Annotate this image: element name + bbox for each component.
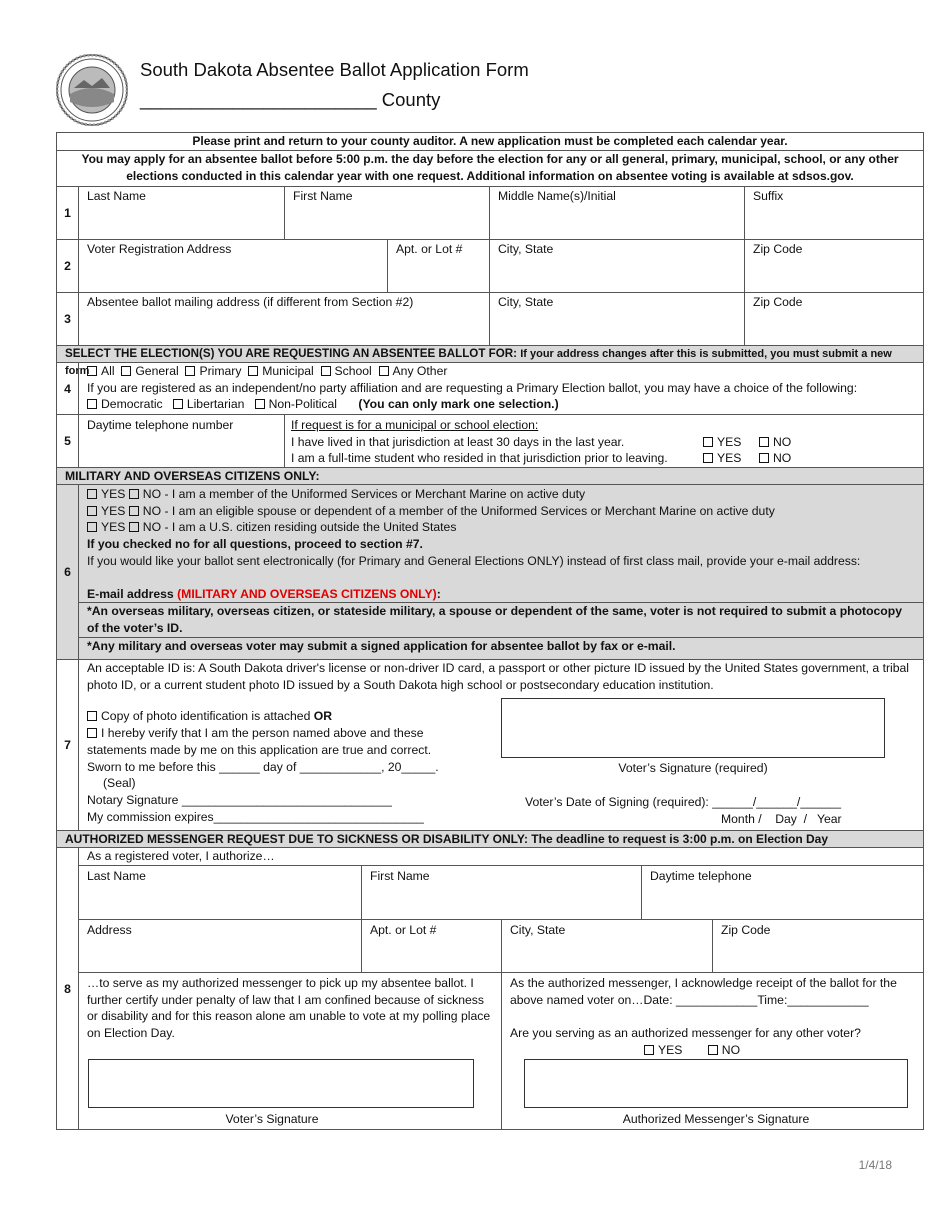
date-parts-label: Month / Day / Year — [721, 812, 842, 826]
checkbox-icon — [708, 1045, 718, 1055]
checkbox-icon — [87, 399, 97, 409]
student-question: I am a full-time student who resided in that jurisdiction prior to leaving. YES NO — [291, 451, 792, 466]
voter-signature-label: Voter’s Signature (required) — [618, 761, 768, 775]
messenger-header: AUTHORIZED MESSENGER REQUEST DUE TO SICKNESS OR DISABILITY ONLY: The deadline to request is 3:00 p.m. on Election Day — [57, 830, 923, 847]
proceed-note: If you checked no for all questions, proceed to section #7. — [87, 537, 423, 552]
option-primary[interactable]: Primary — [185, 364, 241, 378]
other-voter-yes[interactable]: YES — [644, 1043, 682, 1057]
copy-attached-option[interactable]: Copy of photo identification is attached OR — [87, 708, 915, 725]
select-header-main: SELECT THE ELECTION(S) YOU ARE REQUESTING AN ABSENTEE BALLOT FOR: — [65, 347, 517, 360]
checkbox-icon[interactable] — [87, 506, 97, 516]
checkbox-icon — [759, 437, 769, 447]
commission-line[interactable]: My commission expires_______________________________ — [87, 809, 424, 824]
military-q3: YES NO - I am a U.S. citizen residing outside the United States — [87, 519, 915, 536]
section-1 — [57, 186, 923, 239]
messenger-city-field[interactable]: City, State — [502, 920, 713, 972]
apt-field[interactable] — [388, 240, 490, 292]
messenger-signature-label: Authorized Messenger’s Signature — [622, 1112, 810, 1126]
checkbox-icon — [379, 366, 389, 376]
section-number: 2 — [57, 240, 79, 292]
messenger-zip-field[interactable]: Zip Code — [721, 923, 771, 937]
mailing-address-field[interactable] — [79, 293, 490, 345]
section-number: 3 — [57, 293, 79, 345]
intro-line3: elections conducted in this calendar year with one request. Additional information on absentee voting is available at sdsos.gov. — [126, 169, 854, 183]
intro-line1: Please print and return to your county auditor. A new application must be completed each calendar year. — [192, 134, 788, 148]
last-name-label: Last Name — [87, 189, 146, 203]
section-8 — [57, 847, 923, 1129]
messenger-signature-box[interactable] — [524, 1059, 908, 1108]
acceptable-id-text: An acceptable ID is: A South Dakota driver's license or non-driver ID card, a passport or other picture ID issued by the United States government, a tribal photo ID, or a current student photo ID issued by a South Dakota high school or postsecondary education institution. — [87, 661, 910, 692]
city-state-label: City, State — [498, 242, 554, 256]
student-no[interactable]: NO — [759, 450, 791, 467]
other-voter-no[interactable]: NO — [708, 1043, 740, 1057]
option-municipal[interactable]: Municipal — [248, 364, 313, 378]
messenger-address-field[interactable]: Address — [79, 920, 362, 972]
messenger-last-name-field[interactable]: Last Name — [79, 866, 362, 919]
section-4 — [57, 362, 923, 414]
revision-date: 1/4/18 — [858, 1158, 892, 1172]
mailing-zip-field[interactable] — [745, 293, 923, 345]
other-voter-options — [510, 1042, 915, 1059]
intro-row — [57, 133, 923, 150]
verify-option[interactable]: I hereby verify that I am the person named above and these — [87, 725, 915, 742]
mailing-city-label: City, State — [498, 295, 554, 309]
checkbox-icon — [173, 399, 183, 409]
application-form — [56, 132, 924, 1130]
mailing-city-field[interactable] — [490, 293, 745, 345]
zip-label: Zip Code — [753, 242, 803, 256]
intro-row-2 — [57, 150, 923, 186]
middle-name-field[interactable] — [490, 187, 745, 239]
residence-question: I have lived in that jurisdiction at least 30 days in the last year. YES NO — [291, 434, 792, 449]
checkbox-icon — [87, 728, 97, 738]
checkbox-icon[interactable] — [87, 489, 97, 499]
notary-signature-line[interactable]: Notary Signature _______________________________ — [87, 792, 392, 807]
option-general[interactable]: General — [121, 364, 178, 378]
section-7 — [57, 659, 923, 830]
email-note: (MILITARY AND OVERSEAS CITIZENS ONLY) — [177, 586, 437, 601]
checkbox-icon[interactable] — [129, 522, 139, 532]
option-school[interactable]: School — [321, 364, 372, 378]
middle-name-label: Middle Name(s)/Initial — [498, 189, 616, 203]
party-options — [87, 396, 915, 413]
mailing-zip-label: Zip Code — [753, 295, 803, 309]
intro-line2: You may apply for an absentee ballot before 5:00 p.m. the day before the election for any or all general, primary, municipal, school, or any other — [81, 152, 899, 166]
county-line: _______________________ County — [140, 89, 441, 110]
checkbox-icon — [759, 453, 769, 463]
seal-label: (Seal) — [103, 776, 136, 791]
checkbox-icon[interactable] — [87, 522, 97, 532]
option-any-other[interactable]: Any Other — [379, 364, 448, 378]
email-field[interactable]: E-mail address (MILITARY AND OVERSEAS CITIZENS ONLY): — [87, 586, 441, 601]
option-democratic[interactable]: Democratic — [87, 397, 163, 411]
checkbox-icon — [121, 366, 131, 376]
state-seal-logo — [56, 54, 128, 126]
independent-text: If you are registered as an independent/no party affiliation and are requesting a Primary Election ballot, you may have a choice of the following: — [87, 380, 858, 395]
id-exemption-note: *An overseas military, overseas citizen, or stateside military, a spouse or dependent of the same, voter is not required to submit a photocopy of the voter’s ID. — [79, 602, 923, 636]
suffix-field[interactable] — [745, 187, 923, 239]
voter-signature-box[interactable] — [88, 1059, 474, 1108]
residence-yes[interactable]: YES — [703, 434, 741, 451]
one-selection-note: (You can only mark one selection.) — [358, 397, 559, 412]
checkbox-icon[interactable] — [129, 489, 139, 499]
messenger-apt-field[interactable]: Apt. or Lot # — [362, 920, 502, 972]
voter-signature-box[interactable] — [501, 698, 885, 758]
select-header-note: If your address changes after this is submitted, you must submit a new form — [65, 348, 892, 377]
messenger-phone-field[interactable]: Daytime telephone — [650, 869, 752, 883]
military-q1: YES NO - I am a member of the Uniformed Services or Merchant Marine on active duty — [87, 486, 915, 503]
daytime-phone-label: Daytime telephone number — [87, 418, 234, 432]
student-yes[interactable]: YES — [703, 450, 741, 467]
section-number: 6 — [57, 485, 79, 659]
checkbox-icon — [87, 366, 97, 376]
section-number: 8 — [57, 848, 79, 1129]
election-options — [87, 363, 915, 380]
checkbox-icon — [248, 366, 258, 376]
suffix-label: Suffix — [753, 189, 784, 203]
section-5 — [57, 414, 923, 467]
messenger-first-name-field[interactable]: First Name — [362, 866, 642, 919]
authorize-text: As a registered voter, I authorize… — [87, 849, 275, 863]
fax-note: *Any military and overseas voter may submit a signed application for absentee ballot by fax or e-mail. — [79, 637, 923, 655]
section-3 — [57, 292, 923, 345]
checkbox-icon — [185, 366, 195, 376]
option-non-political[interactable]: Non-Political — [255, 397, 337, 411]
section-2 — [57, 239, 923, 292]
checkbox-icon — [321, 366, 331, 376]
email-label: E-mail address — [87, 586, 174, 601]
section-number: 1 — [57, 187, 79, 239]
option-libertarian[interactable]: Libertarian — [173, 397, 245, 411]
section-number: 5 — [57, 415, 79, 467]
last-name-field[interactable] — [79, 187, 285, 239]
serve-text: …to serve as my authorized messenger to pick up my absentee ballot. I further certify under penalty of law that I am confined because of sickness or disability and for this reason alone am unable to vote at my polling place on Election Day. — [87, 976, 491, 1041]
checkbox-icon — [87, 711, 97, 721]
registration-address-field[interactable] — [79, 240, 388, 292]
acknowledge-text: As the authorized messenger, I acknowledge receipt of the ballot for the above named voter on…Date: ____________Time:____________ — [510, 976, 897, 1007]
sworn-line: Sworn to me before this ______ day of ____________, 20_____. — [87, 759, 439, 774]
option-all[interactable]: All — [87, 364, 115, 378]
verify-line2: statements made by me on this application are true and correct. — [87, 742, 432, 757]
mailing-address-label: Absentee ballot mailing address (if different from Section #2) — [87, 295, 414, 309]
checkbox-icon — [255, 399, 265, 409]
city-state-field[interactable] — [490, 240, 745, 292]
voter-signature-label: Voter’s Signature — [225, 1112, 319, 1126]
signing-date-field[interactable]: Voter’s Date of Signing (required): ______/______/______ — [525, 795, 841, 809]
first-name-field[interactable] — [285, 187, 490, 239]
electronic-note: If you would like your ballot sent electronically (for Primary and General Elections ONLY) instead of first class mail, provide your e-mail address: — [87, 553, 861, 568]
checkbox-icon — [644, 1045, 654, 1055]
zip-field[interactable] — [745, 240, 923, 292]
municipal-heading: If request is for a municipal or school election: — [291, 418, 539, 432]
apt-label: Apt. or Lot # — [396, 242, 463, 256]
section-number: 7 — [57, 660, 79, 830]
form-title: South Dakota Absentee Ballot Application Form — [140, 59, 529, 80]
section-6 — [57, 484, 923, 659]
military-q2: YES NO - I am an eligible spouse or dependent of a member of the Uniformed Services or Merchant Marine on active duty — [87, 503, 915, 520]
section-number: 4 — [57, 363, 79, 414]
checkbox-icon — [703, 453, 713, 463]
first-name-label: First Name — [293, 189, 353, 203]
checkbox-icon — [703, 437, 713, 447]
residence-no[interactable]: NO — [759, 434, 791, 451]
checkbox-icon[interactable] — [129, 506, 139, 516]
daytime-phone-field[interactable] — [79, 415, 285, 467]
other-voter-question: Are you serving as an authorized messenger for any other voter? — [510, 1026, 861, 1041]
registration-address-label: Voter Registration Address — [87, 242, 232, 256]
military-header: MILITARY AND OVERSEAS CITIZENS ONLY: — [57, 467, 923, 484]
